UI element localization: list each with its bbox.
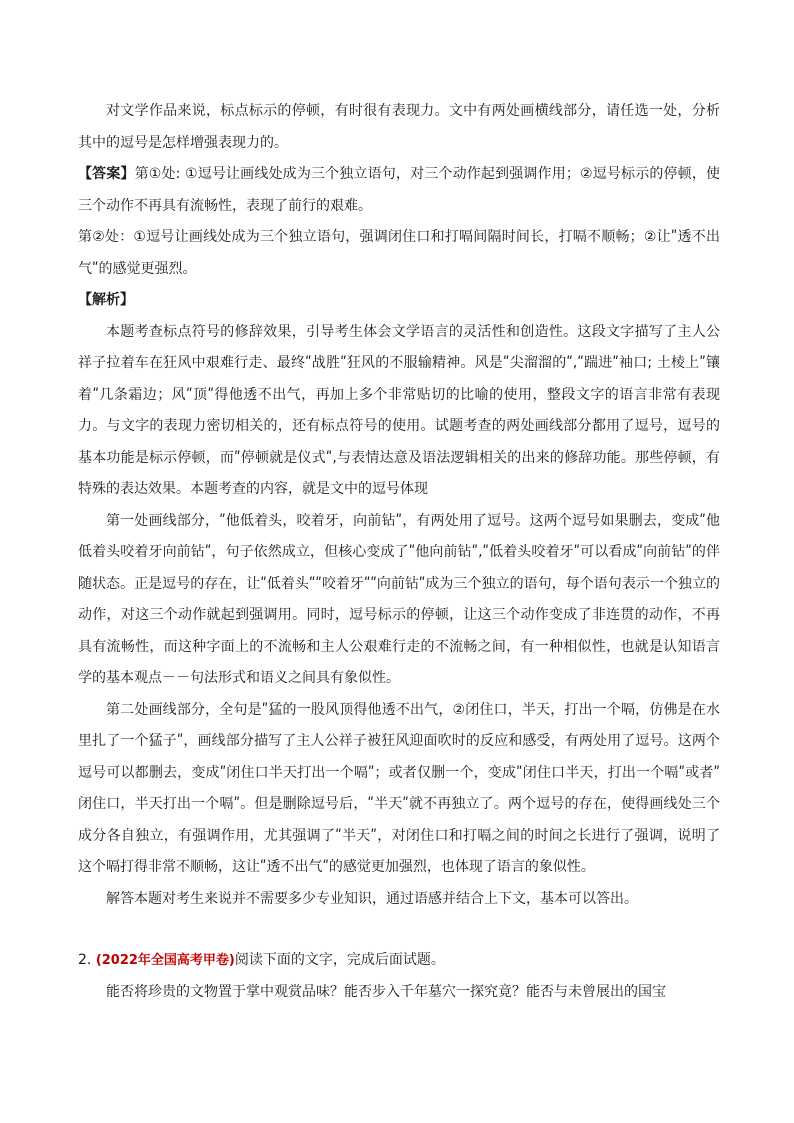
analysis-paragraph-3: 第二处画线部分，全句是ʺ猛的一股风顶得他透不出气，②闭住口，半天，打出一个嗝，仿佛是在水里扎了一个猛子ʺ，画线部分描写了主人公祥子被狂风迎面吹时的反应和感受，有两处用了逗号。这两个逗号可以都删去，变成ʺ闭住口半天打出一个嗝ʺ；或者仅删一个，变成ʺ闭住口半天，打出一个嗝ʺ或者ʺ闭住口，半天打出一个嗝ʺ。但是删除逗号后，ʺ半天ʺ就不再独立了。两个逗号的存在，使得画线处三个成分各自独立，有强调作用，尤其强调了ʺ半天ʺ，对闭住口和打嗝之间的时间之长进行了强调，说明了这个嗝打得非常不顺畅，这让ʺ透不出气ʺ的感觉更加强烈，也体现了语言的象似性。 bbox=[78, 701, 720, 875]
answer-part2: 第②处：①逗号让画线处成为三个独立语句，强调闭住口和打嗝间隔时间长，打嗝不顺畅；②让ʺ透不出气ʺ的感觉更强烈。 bbox=[78, 229, 720, 277]
question2-heading bbox=[78, 945, 720, 977]
analysis-paragraph-2: 第一处画线部分，ʺ他低着头，咬着牙，向前钻ʺ，有两处用了逗号。这两个逗号如果删去，变成ʺ他低着头咬着牙向前钻ʺ，句子依然成立，但核心变成了ʺ他向前钻ʺ,ʺ低着头咬着牙ʺ可以看成ʺ向前钻ʺ的伴随状态。正是逗号的存在，让ʺ低着头ʺʺ咬着牙ʺʺ向前钻ʺ成为三个独立的语句，每个语句表示一个独立的动作，对这三个动作就起到强调用。同时，逗号标示的停顿，让这三个动作变成了非连贯的动作，不再具有流畅性，而这种字面上的不流畅和主人公艰难行走的不流畅之间，有一种相似性，也就是认知语言学的基本观点－－句法形式和语义之间具有象似性。 bbox=[78, 512, 720, 686]
analysis-paragraph-1: 本题考查标点符号的修辞效果，引导考生体会文学语言的灵活性和创造性。这段文字描写了主人公祥子拉着车在狂风中艰难行走、最终ʺ战胜ʺ狂风的不服输精神。风是ʺ尖溜溜的ʺ,ʺ踹进ʺ袖口; 土棱上ʺ镶着ʺ几条霜边；风ʺ顶ʺ得他透不出气，再加上多个非常贴切的比喻的使用，整段文字的语言非常有表现力。与文字的表现力密切相关的，还有标点符号的使用。试题考查的两处画线部分都用了逗号，逗号的基本功能是标示停顿，而ʺ停顿就是仪式ʺ,与表情达意及语法逻辑相关的出来的修辞功能。那些停顿，有特殊的表达效果。本题考查的内容，就是文中的逗号体现 bbox=[78, 323, 720, 497]
question2-source: (2022年全国高考甲卷) bbox=[95, 953, 235, 968]
question-prompt: 对文学作品来说，标点标示的停顿，有时很有表现力。文中有两处画横线部分，请任选一处，分析其中的逗号是怎样增强表现力的。 bbox=[78, 103, 720, 151]
answer-part1-text: 第①处: ①逗号让画线处成为三个独立语句，对三个动作起到强调作用；②逗号标示的停顿，使三个动作不再具有流畅性，表现了前行的艰难。 bbox=[78, 166, 720, 214]
answer-part1 bbox=[78, 159, 720, 222]
question2-number: 2. bbox=[78, 952, 92, 968]
answer-label: 【答案】 bbox=[78, 166, 135, 182]
question2-prompt: 阅读下面的文字，完成后面试题。 bbox=[234, 952, 445, 968]
analysis-paragraph-4: 解答本题对考生来说并不需要多少专业知识，通过语感并结合上下文，基本可以答出。 bbox=[106, 890, 638, 907]
analysis-label: 【解析】 bbox=[78, 292, 134, 308]
document-content bbox=[78, 96, 720, 1008]
section-gap bbox=[78, 915, 720, 945]
question2-passage: 能否将珍贵的文物置于掌中观赏品味？能否步入千年墓穴一探究竟？能否与未曾展出的国宝 bbox=[106, 983, 666, 1000]
